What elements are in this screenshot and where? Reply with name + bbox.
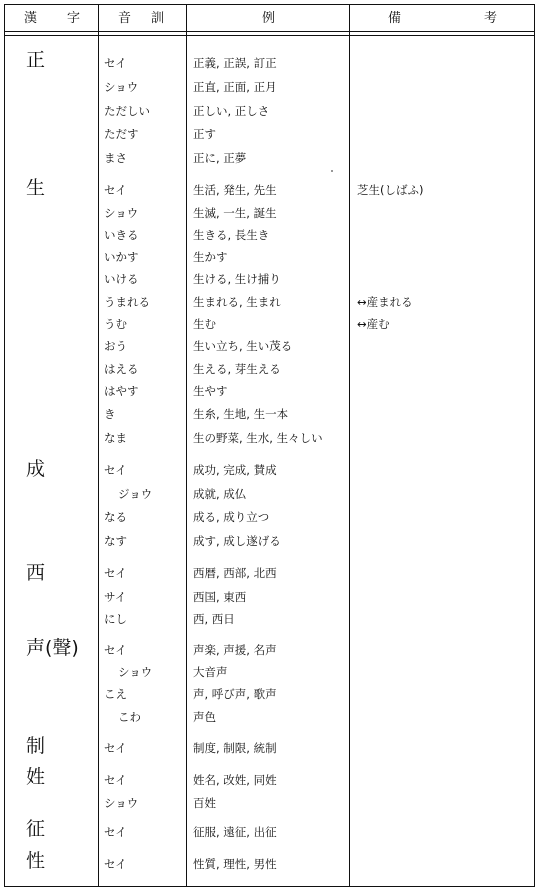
kanji-cell: 制 <box>26 735 46 757</box>
reading: いかす <box>104 250 139 264</box>
examples: 百姓 <box>193 796 216 810</box>
reading: セイ <box>104 643 127 657</box>
examples: 生やす <box>193 384 228 398</box>
reading: おう <box>104 339 127 353</box>
examples: 正す <box>193 127 216 141</box>
examples: 大音声 <box>193 665 228 679</box>
kanji-cell: 西 <box>26 562 46 584</box>
examples: 西, 西日 <box>193 612 235 626</box>
reading: ショウ <box>104 206 139 220</box>
reading: なま <box>104 431 127 445</box>
kanji-cell: 生 <box>26 177 46 199</box>
reading: はえる <box>104 362 139 376</box>
reading: き <box>104 407 116 421</box>
examples: 成功, 完成, 賛成 <box>193 463 277 477</box>
note: ↔産む <box>357 317 390 331</box>
header-notes-2: 考 <box>484 11 498 26</box>
header-reading-1: 音 <box>118 11 132 26</box>
examples: 声色 <box>193 710 216 724</box>
examples: 声, 呼び声, 歌声 <box>193 687 277 701</box>
reading: セイ <box>104 857 127 871</box>
reading: セイ <box>104 825 127 839</box>
examples: 成就, 成仏 <box>193 487 247 501</box>
examples: 生まれる, 生まれ <box>193 295 281 309</box>
examples: 生の野菜, 生水, 生々しい <box>193 431 323 445</box>
note: 芝生(しばふ) <box>357 183 424 197</box>
reading: ただす <box>104 127 139 141</box>
kanji-cell: 正 <box>26 49 46 71</box>
kanji-cell: 性 <box>26 850 46 872</box>
column-divider <box>349 4 350 887</box>
header-rule-bottom <box>4 35 535 36</box>
examples: 生える, 芽生える <box>193 362 281 376</box>
examples: 成す, 成し遂げる <box>193 534 281 548</box>
reading: こわ <box>118 710 141 724</box>
reading: なす <box>104 534 127 548</box>
header-kanji-1: 漢 <box>24 11 38 26</box>
reading: セイ <box>104 56 127 70</box>
reading: こえ <box>104 687 127 701</box>
reading: うまれる <box>104 295 150 309</box>
examples: 生滅, 一生, 誕生 <box>193 206 277 220</box>
reading: ジョウ <box>118 487 153 501</box>
kanji-cell: 征 <box>26 818 46 840</box>
reading: セイ <box>104 183 127 197</box>
examples: 生活, 発生, 先生 <box>193 183 277 197</box>
reading: セイ <box>104 741 127 755</box>
stray-mark <box>331 170 333 172</box>
reading: セイ <box>104 566 127 580</box>
examples: 生む <box>193 317 216 331</box>
reading: はやす <box>104 384 139 398</box>
reading: いきる <box>104 228 139 242</box>
examples: 正直, 正面, 正月 <box>193 80 277 94</box>
header-examples: 例 <box>262 11 276 26</box>
examples: 生きる, 長生き <box>193 228 270 242</box>
header-kanji-2: 字 <box>67 11 81 26</box>
reading: ただしい <box>104 104 150 118</box>
kanji-cell: 成 <box>26 458 46 480</box>
reading: セイ <box>104 773 127 787</box>
examples: 声楽, 声援, 名声 <box>193 643 277 657</box>
reading: ショウ <box>118 665 153 679</box>
examples: 征服, 遠征, 出征 <box>193 825 277 839</box>
kanji-cell: 姓 <box>26 766 46 788</box>
header-rule-top <box>4 31 535 32</box>
examples: 性質, 理性, 男性 <box>193 857 277 871</box>
examples: 制度, 制限, 統制 <box>193 741 277 755</box>
reading: まさ <box>104 151 127 165</box>
kanji-cell: 声(聲) <box>26 637 79 659</box>
reading: いける <box>104 272 139 286</box>
examples: 生かす <box>193 250 228 264</box>
examples: 生い立ち, 生い茂る <box>193 339 293 353</box>
examples: 西暦, 西部, 北西 <box>193 566 277 580</box>
examples: 正に, 正夢 <box>193 151 247 165</box>
examples: 正義, 正誤, 訂正 <box>193 56 277 70</box>
reading: にし <box>104 612 127 626</box>
reading: ショウ <box>104 796 139 810</box>
reading: サイ <box>104 590 127 604</box>
reading: セイ <box>104 463 127 477</box>
examples: 姓名, 改姓, 同姓 <box>193 773 277 787</box>
header-notes-1: 備 <box>388 11 402 26</box>
column-divider <box>186 4 187 887</box>
reading: うむ <box>104 317 127 331</box>
examples: 生ける, 生け捕り <box>193 272 281 286</box>
column-divider <box>98 4 99 887</box>
examples: 西国, 東西 <box>193 590 247 604</box>
examples: 生糸, 生地, 生一本 <box>193 407 289 421</box>
examples: 正しい, 正しさ <box>193 104 270 118</box>
note: ↔産まれる <box>357 295 413 309</box>
examples: 成る, 成り立つ <box>193 510 270 524</box>
header-reading-2: 訓 <box>151 11 165 26</box>
reading: ショウ <box>104 80 139 94</box>
reading: なる <box>104 510 127 524</box>
